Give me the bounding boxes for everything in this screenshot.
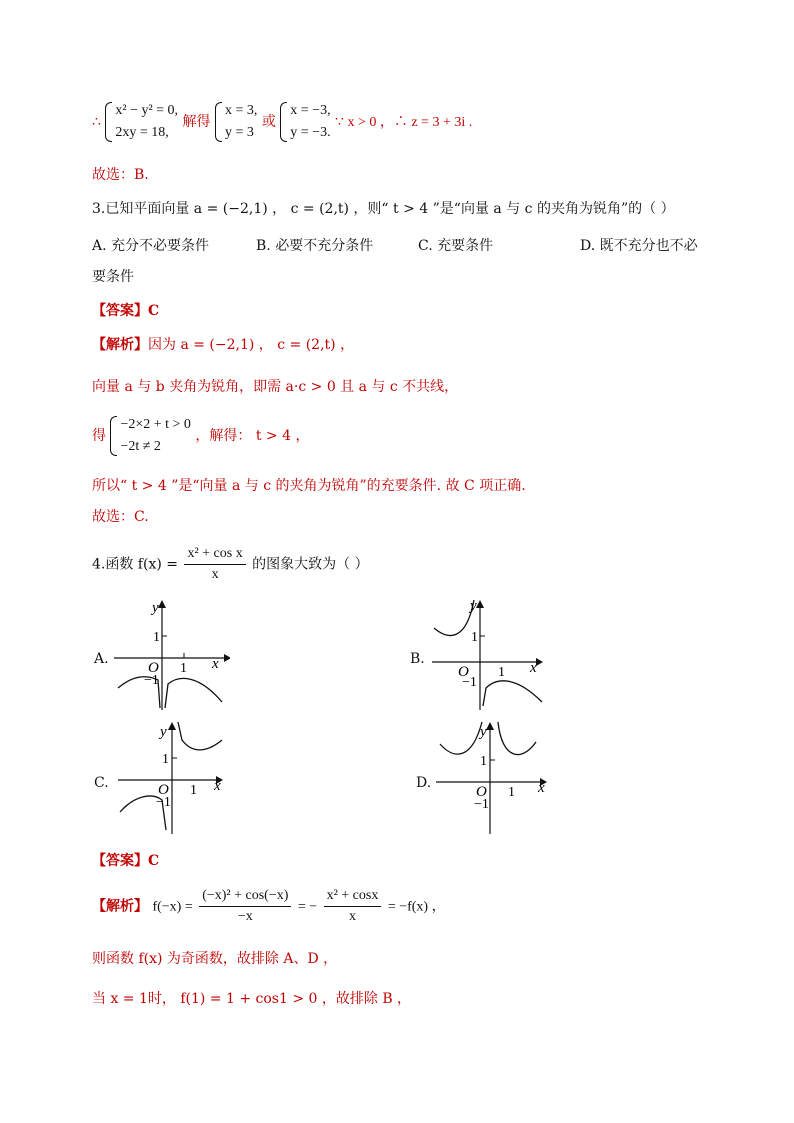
one-label: 1 (471, 630, 478, 645)
curve-right (178, 722, 222, 750)
y-label: y (160, 724, 167, 740)
y-label: y (152, 600, 159, 616)
solve-word: 解得 (182, 114, 211, 130)
y-arrow (158, 600, 166, 608)
graph-d (436, 716, 556, 836)
x-arrow (536, 658, 543, 666)
analysis-4-line-2: 则函数 f(x) 为奇函数，故排除 A、D ， (92, 951, 338, 967)
x-label: x (538, 780, 545, 796)
analysis-4-line-1: 【解析】 f(−x) = $\frac{\text{(−x)² + cos(−x)}}{-x}$ = − $\frac{\text{x² + cosx}}{x}$ = −f(x) ， (92, 886, 446, 927)
y-label: y (480, 724, 487, 740)
x-one-label: 1 (190, 783, 197, 798)
answer-4: 【答案】C (92, 853, 160, 869)
y-label: y (470, 598, 477, 614)
option-a: A. 充分不必要条件 (92, 238, 210, 254)
origin-label: O (148, 660, 159, 676)
x-label: x (212, 656, 219, 672)
origin-label: O (476, 784, 487, 800)
question-3-stem: 3.已知平面向量 a = (−2,1) ， c = (2,t) ，则“ t > 4 ”是“向量 a 与 c 的夹角为锐角”的（ ） (92, 201, 675, 217)
choose-b: 故选：B. (92, 167, 149, 183)
or-word: 或 (261, 114, 276, 130)
solution-system-1: x = 3, y = 3 (215, 100, 257, 144)
graph-b (432, 598, 548, 710)
analysis-3-line-4: 所以“ t > 4 ”是“向量 a 与 c 的夹角为锐角”的充要条件. 故 C 项正确. (92, 478, 526, 494)
analysis-3-line-1: 【解析】因为 a = (−2,1) ， c = (2,t) ， (92, 337, 355, 353)
x-label: x (214, 778, 221, 794)
curve-left (434, 600, 474, 635)
y-arrow (168, 722, 176, 730)
curve-left (440, 722, 482, 754)
equation-system: x² − y² = 0, 2xy = 18, (105, 100, 178, 144)
fraction-1: $\frac{\text{(−x)² + cos(−x)}}{-x}$ (199, 886, 291, 927)
option-c: C. 充要条件 (418, 238, 494, 254)
conclusion-text: ∵ x > 0 ，∴ z = 3 + 3i . (335, 115, 473, 130)
analysis-3-line-3: 得 −2×2 + t > 0 −2t ≠ 2 ，解得： t > 4 ， (92, 414, 309, 458)
x-one-label: 1 (498, 665, 505, 680)
question-4-stem: 4.函数 f(x) = $\frac{\text{x² + cos x}}{x}$ 的图象大致为（ ） (92, 544, 369, 585)
neg-one-label: −1 (144, 673, 159, 688)
analysis-label: 【解析】 (92, 337, 148, 353)
option-d: D. 既不充分也不必 (580, 238, 698, 254)
condition-system: −2×2 + t > 0 −2t ≠ 2 (110, 414, 190, 458)
x-one-label: 1 (180, 661, 187, 676)
answer-3: 【答案】C (92, 303, 160, 319)
graph-d-label: D. (416, 775, 432, 791)
one-label: 1 (480, 754, 487, 769)
x-one-label: 1 (508, 785, 515, 800)
neg-one-label: −1 (462, 675, 477, 690)
graph-c (118, 716, 234, 836)
analysis-3-line-2: 向量 a 与 b 夹角为锐角，即需 a·c > 0 且 a 与 c 不共线， (92, 379, 459, 395)
fraction-2: $\frac{\text{x² + cosx}}{x}$ (324, 886, 382, 927)
x-arrow (224, 654, 230, 662)
curve-right (483, 681, 542, 706)
x-label: x (530, 660, 537, 676)
origin-label: O (458, 664, 469, 680)
graph-b-label: B. (410, 651, 425, 667)
graph-a-label: A. (94, 651, 109, 667)
curve-right (165, 678, 222, 708)
solution-system-2: x = −3, y = −3. (280, 100, 330, 144)
curve-right (498, 722, 536, 755)
analysis-4-line-3: 当 x = 1时， f(1) = 1 + cos1 > 0 ，故排除 B ， (92, 991, 412, 1007)
function-fraction: $\frac{\text{x² + cos x}}{x}$ (184, 544, 245, 585)
y-arrow (476, 600, 484, 608)
origin-label: O (158, 782, 169, 798)
one-label: 1 (162, 752, 169, 767)
y-arrow (486, 722, 494, 730)
graph-a (114, 598, 230, 710)
neg-one-label: −1 (474, 797, 489, 812)
one-label: 1 (153, 630, 160, 645)
option-d-wrap: 要条件 (92, 269, 134, 285)
solution-line (92, 100, 472, 144)
option-b: B. 必要不充分条件 (256, 238, 374, 254)
therefore-symbol: ∴ (92, 114, 101, 130)
neg-one-label: −1 (156, 795, 171, 810)
graph-c-label: C. (94, 775, 109, 791)
choose-c: 故选：C. (92, 509, 149, 525)
